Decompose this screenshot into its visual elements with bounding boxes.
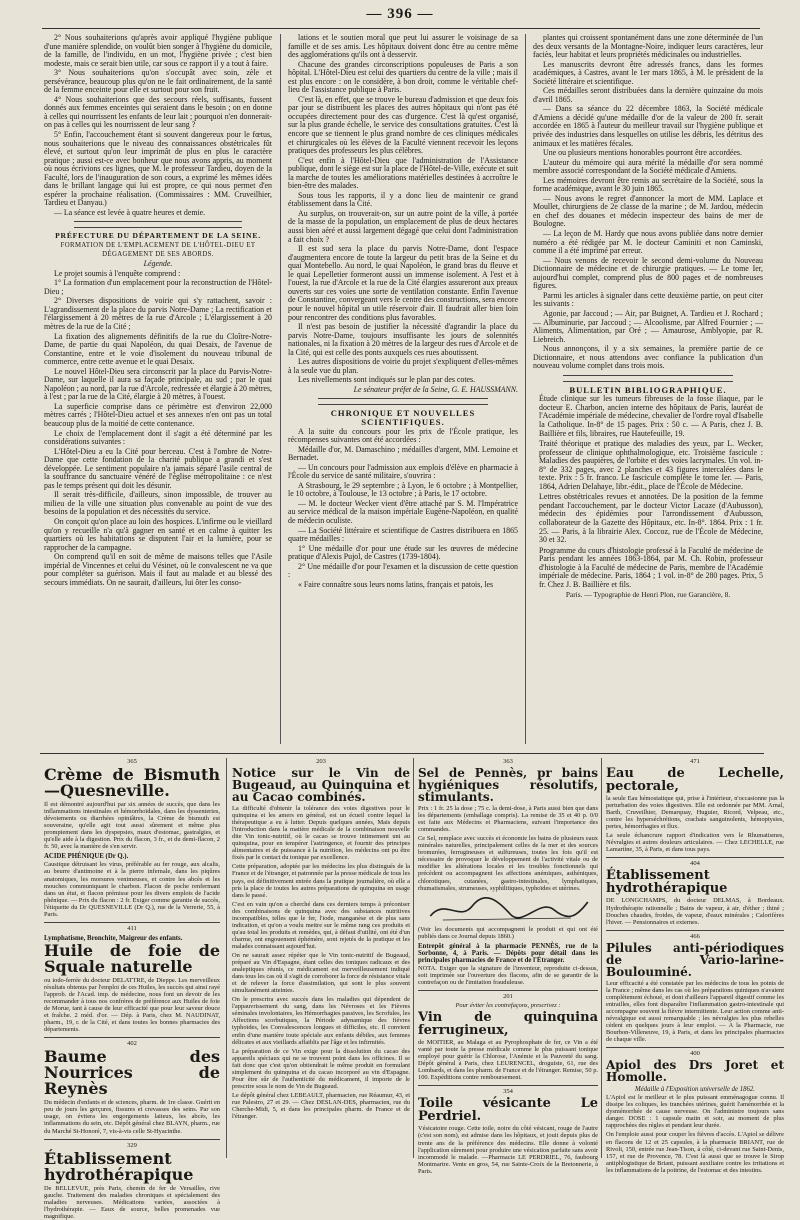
paragraph: C'est enfin à l'Hôtel-Dieu que l'administration de l'Assistance publique, dont le siège est sur la place de l'Hôtel-de-Ville, exécute et suit la marche de toutes les améliorations matérielles destinées à accroître le bien-être des malades. xyxy=(288,155,518,191)
ad-tagline: Pour éviter les contrefaçons, prescrivez : xyxy=(455,1002,561,1010)
paragraph: Au surplus, on trouverait-on, sur un autre point de la ville, à portée de la masse de la population, un emplacement de plus de deux hectares aussi bien aéré et aussi largement dégagé que celui dont l'administration a fait choix ? xyxy=(288,208,518,244)
ad-code: 404 xyxy=(690,860,700,868)
paragraph: 2° Nous souhaiterions qu'après avoir appliqué l'hygiène publique d'une manière splendide, on voulût bien songer à l'hygiène du domicile, de la famille, de l'individu, en un mot, l'hygiène privée ; c'est bien modeste, mais ce serait bien utile, car sous ce rapport il y a tout à faire. xyxy=(44,33,272,68)
ad-heading: Huile de foie de Squale naturelle xyxy=(44,940,220,976)
prefecture-heading: PRÉFECTURE DU DÉPARTEMENT DE LA SEINE. xyxy=(55,231,261,241)
legend-label: Légende. xyxy=(143,259,173,269)
bibliography-entry: Traité théorique et pratique des maladies des yeux, par L. Wecker, professeur de clinique ophthalmologique, etc. Troisième fascicule : Maladies des paupières, de l'orbite et des voies lacrymales. Un vol. in-8° de 332 pages, avec 2 planches et 43 figures intercalées dans le texte. Prix : 5 fr. franco. Le fascicule complète le tome Ier. — Paris, 1864, Adrien Delahaye, libr.-édit., place de l'École de Médecine. xyxy=(539,439,763,491)
handwritten-signature-icon xyxy=(424,894,592,924)
ad-text: Ce Sel, remplace avec succès et économie les bains de plusieurs eaux minérales naturelles, principalement celles de la mer et des sources bromurées, ferrugineuses et sulfureuses, toutes les fois qu'il est nécessaire de provoquer le développement de l'activité vitale ou de modifier les altérations locales et les troubles fonctionnels qui précèdent ou accompagnent les affections anémiques, asthéniques, chlorotiques, cutanées, gastro-intestinales, lymphatiques, rhumatismales, strumeuses, syphilitiques, typhoïdes et utérines. xyxy=(418,835,598,892)
paragraph: 2° Une médaille d'or pour l'examen et la discussion de cette question : xyxy=(288,561,518,580)
column-divider xyxy=(280,34,281,744)
ad-text: On le prescrira avec succès dans les maladies qui dépendent de l'appauvrissement du sang, dans les Névroses et les Fièvres séminales involontaires, les Hémorrhagies passives, les Scrofules, les Affections scorbutiques, la Période adynamique des fièvres typhoïdes, les Convalescences longues et difficiles, etc. Il convient enfin d'une manière toute spéciale aux enfants débiles, aux femmes délicates et aux vieillards affaiblis par l'âge et les infirmités. xyxy=(232,996,410,1046)
column-2 xyxy=(288,34,518,746)
ad-text: On ne saurait assez répéter que le Vin tonic-nutritif de Bugeaud, préparé au Vin d'Espagne, étant celles des toniques radicaux et des analeptiques réunis, ce médicament est merveilleusement indiqué dans tous les cas où il s'agit de corroborer la force de résistance vitale et de relever la force d'assimilation, qui sont le plus souvent simultanément atteintes. xyxy=(232,951,410,995)
paragraph: Le projet soumis à l'enquête comprend : xyxy=(54,268,181,278)
paragraph: Les autres dispositions de voirie du projet s'expliquent d'elles-mêmes à la seule vue du plan. xyxy=(288,357,518,375)
paragraph: Une ou plusieurs mentions honorables pourront être accordées. xyxy=(543,148,742,158)
prefect-signature: Le sénateur préfet de la Seine, G. E. HAUSSMANN. xyxy=(353,384,518,394)
paragraph: Les nivellements sont indiqués sur le plan par des cotes. xyxy=(298,375,476,385)
paragraph: — La Société littéraire et scientifique de Castres distribuera en 1865 quatre médailles : xyxy=(288,525,518,544)
ad-text: La seule échancrure rapport d'indication vers le Rhumatismes, Névralgies et autres douleurs articulaires. — Chez LECHELLE, rue Lamartine, 35, à Paris, et dans tous pays. xyxy=(606,832,784,854)
ad-separator xyxy=(418,990,598,991)
paragraph: — Dans sa séance du 22 décembre 1863, la Société médicale d'Amiens a décidé qu'une médaille d'or de la valeur de 200 fr. serait accordée en 1865 à l'auteur du meilleur travail sur l'hygiène publique et privée des industries dans lesquelles on utilise les débris, les détritus des animaux et les matières fécales. xyxy=(533,104,763,148)
ad-text: ou iodo-ferrée du docteur DELATTRE, de Dieppe. Les merveilleux résultats obtenus par l'emploi de ces Huiles, les succès qui ainsi rayé l'approb. de l'Acad. imp. de médecine, nous font un devoir de les recommander à tous nos confrères de préférence aux Huiles de foie de Morue, tant à cause de leur efficacité que pour leur saveur douce et fraîche. 2 méd. d'or. — Dép. à Paris, chez M. NAUDINAT, pharm., 19, r. de la Cité, et dans toutes les bonnes pharmacies des départements. xyxy=(44,976,220,1034)
paragraph: Ces médailles seront distribuées dans la dernière quinzaine du mois d'avril 1865. xyxy=(533,86,763,104)
header-rule xyxy=(42,28,760,29)
paragraph: Il est sud sera la place du parvis Notre-Dame, dont l'espace d'augmentera encore de toute la largeur du petit bras de la Seine et du quai Montebello. Au nord, le quai Napoléon, le grand bras du fleuve et le quai Lepelletier formeront aussi un immense isolement. A l'est et à l'ouest, la rue d'Arcole et la rue de la Cité élargies assureront aux preaux ouverts sur ces voies une sorte de ventilation constante. Enfin l'avenue de Constantine, convergeant vers le centre des constructions, sera encore pour le nouvel hôpital un utile réservoir d'air. Il faudrait aller bien loin pour rencontrer des conditions plus favorables. xyxy=(288,244,518,322)
column-1 xyxy=(44,34,272,746)
paragraph: 1° Une médaille d'or pour une étude sur les œuvres de médecine pratique d'Alexis Pujol, de Castres (1739-1804). xyxy=(288,543,518,562)
bibliography-entry: Lettres obstétricales revues et annotées. De la position de la femme pendant l'accouchement, par le docteur Victor Lacaze (d'Aubusson), médecin des épidémies pour l'arrondissement d'Aubusson, collaborateur de la Gazette des Hôpitaux, etc. In-8°. 1864. Prix : 1 fr. 25. — Paris, à la librairie Alex. Coccoz, rue de l'École de Médecine, 30 et 32. xyxy=(539,492,763,545)
paragraph: Le nouvel Hôtel-Dieu sera circonscrit par la place du Parvis-Notre-Dame, sur laquelle il aura sa façade principale, au sud ; par le quai Napoléon ; au nord, par la rue d'Arcole, redressée et élargie à 20 mètres, à l'est ; par la rue de la Cité, élargie à 20 mètres, à l'ouest. xyxy=(44,366,272,402)
paragraph: Parmi les articles à signaler dans cette deuxième partie, on peut citer les suivants : xyxy=(533,290,763,309)
ad-text: La préparation de ce Vin exige pour la dissolution du cacao des appareils spéciaux qui ne se trouvent point dans les officines. Il se fait donc que c'est qu'on obtiendrait le même produit en formulant simplement du quinquina et du cacao incorporé au vin d'Espagne. Pour être sûr de l'authenticité du médicament, il importe de le prescrire sous le nom de Vin de Bugeaud. xyxy=(232,1047,410,1090)
paragraph: Nous annonçons, il y a six semaines, la première partie de ce Dictionnaire, et nous attendons avec confiance la publication d'un nouveau volume complet dans trois mois. xyxy=(533,344,763,371)
ad-heading: Baume des Nourrices de Reynès xyxy=(44,1047,220,1099)
ad-separator xyxy=(418,1085,598,1086)
section-divider xyxy=(74,221,242,228)
ad-heading: Établissement hydrothérapique xyxy=(606,868,728,897)
ad-column-2 xyxy=(232,758,410,1160)
ad-divider xyxy=(601,758,602,1158)
paragraph: Les mémoires devront être remis au secrétaire de la Société, sous la forme académique, avant le 30 juin 1865. xyxy=(533,175,763,194)
ad-text: Du médecin d'enfants et de sciences, pharm. de 1re classe. Guérit en peu de jours les gerçures, fissures et crevasses des seins. Par son usage, on évitera les engorgements laiteux, les abcès, les inflammations du sein, etc. Dépôt général chez BLAYN, pharm., rue du Marché St-Honoré, 7, vis-à-vis celle St-Hyacinthe. xyxy=(44,1099,220,1135)
ad-heading: Pilules anti-périodiques de Vario-larine-Boulouminé. xyxy=(606,940,784,979)
bulletin-heading: BULLETIN BIBLIOGRAPHIQUE. xyxy=(569,384,727,395)
chronicle-heading: CHRONIQUE ET NOUVELLES SCIENTIFIQUES. xyxy=(330,408,476,427)
paragraph: — Nous avons le regret d'annoncer la mort de MM. Laplace et Moullet, chirurgiens de 2e classe de la marine ; de M. Jardou, médecin en chef des douanes et médecin inspecteur des bains de mer de Boulogne. xyxy=(533,193,763,229)
ad-text: Vésicatoire rouge. Cette toile, noire du côté vésicant, rouge de l'autre (c'est son nom), est admise dans les hôpitaux, et jouit depuis plus de trente ans de la préférence des médecins. Elle donne à volonté l'application sûrement pour produire une vésication parfaite sans avoir incommodé le malade. —Pharmacie LE PERDRIEL, 76, faubourg Montmartre. Vente en gros, 54, rue Sainte-Croix de la Bretonnerie, à Paris. xyxy=(418,1125,598,1175)
ad-column-4 xyxy=(606,758,784,1174)
printer-footer: Paris. — Typographie de Henri Plon, rue Garancière, 8. xyxy=(565,590,731,600)
paragraph: 1° La formation d'un emplacement pour la reconstruction de l'Hôtel-Dieu ; xyxy=(44,278,272,296)
ad-code: 400 xyxy=(690,1050,700,1058)
section-divider xyxy=(563,375,733,382)
ad-text: De BELLEVUE, près Paris, chemin de fer de Versailles, rive gauche. Traitement des maladies chroniques et spécialement des maladies nerveuses. Médications variées, associées à l'hydrothérapie. — Eaux de source, belles promenades vue magnifique. xyxy=(44,1184,220,1220)
page-number: — 396 — xyxy=(366,6,434,22)
ad-divider xyxy=(413,758,414,1158)
column-divider xyxy=(525,34,526,744)
ad-text: Leur efficacité a été constatée par les médecins de tous les points de la France ; même dans les cas où les préparations quiniques n'avaient complètement échoué, et dont d'ailleurs l'appareil digestif comme les entrailles, elles font disparaître l'inflammation gastro-intestinale qui accompagne souvent la fièvre intermittente. Leur action comme anti-névralgique est aussi remarquable ; les névralgies les plus rebelles cèdent en quelques jours à leur emploi. — A la Pharmacie, rue Bourbon-Villeneuve, 19, à Paris, et dans les principales pharmacies de chaque ville. xyxy=(606,979,784,1044)
paragraph: Les manuscrits devront être adressés francs, dans les formes académiques, à Castres, avant le 1er mars 1865, à M. le président de la Société littéraire et scientifique. xyxy=(533,59,763,86)
paragraph: — Nous venons de recevoir le second demi-volume du Nouveau Dictionnaire de médecine et de chirurgie pratiques. — Le tome Ier, aujourd'hui complet, comprend plus de 800 pages et de nombreuses figures. xyxy=(533,255,763,291)
ad-heading: Vin de quinquina ferrugineux, xyxy=(418,1010,598,1039)
paragraph: Médaille d'or, M. Damaschino ; médailles d'argent, MM. Lemoine et Bernadet. xyxy=(288,444,518,463)
ad-text: Cette préparation, adoptée par les médecins les plus distingués de la France et de l'étranger, et patronnée par la presse médicale de tous les pays, est définitivement entrée dans la pratique journalière, où elle a pris la place de toutes les autres préparations de quinquina en usage dans le passé. xyxy=(232,863,410,899)
paragraph: La fixation des alignements définitifs de la rue du Cloître-Notre-Dame, de partie du quai Napoléon, du quai Desaix, de l'avenue de Constantine, entre et le voie d'isolement du nouveau tribunal de commerce, entre cette avenue et le quai Desaix. xyxy=(44,331,272,367)
paragraph: A la suite du concours pour les prix de l'École pratique, les récompenses suivantes ont été accordées : xyxy=(288,426,518,445)
ad-text: L'Apiol est le meilleur et le plus puissant emménagogue connu. Il dissipe les coliques, les tranchées utérines, guérit l'aménorrhée et la dysménorrhée de cause nerveuse. On l'administre toujours sans danger. DOSE : 1 capsule matin et soir, au moment de plus rapprochées des règles et pendant leur durée. xyxy=(606,1094,784,1130)
ad-column-1 xyxy=(44,758,220,1220)
paragraph: Il serait très-difficile, d'ailleurs, sinon impossible, de trouver au milieu de la ville une situation plus convenable au point de vue des besoins de la population et des nécessités du service. xyxy=(44,490,272,517)
paragraph: 3° Nous souhaiterions qu'on s'occupât avec soin, zèle et persévérance, beaucoup plus qu'on ne le fait ordinairement, de la santé de la femme enceinte pour elle et surtout pour son fruit. xyxy=(44,68,272,95)
ads-rule xyxy=(40,753,764,754)
ad-separator xyxy=(606,930,784,931)
ad-column-3 xyxy=(418,758,598,1175)
ad-heading: Crème de Bismuth—Quesneville. xyxy=(44,765,220,801)
paragraph: plantes qui croissent spontanément dans une zone déterminée de l'un des deux versants de la Montagne-Noire, indiquer leurs caractères, leur faciès, leur habitat et leurs propriétés médicinales ou industrielles. xyxy=(533,33,763,60)
bibliography-entry: Programme du cours d'histologie professé à la Faculté de médecine de Paris pendant les années 1863-1864, par M. Ch. Robin, professeur d'histologie à la Faculté de médecine de Paris, membre de l'Académie impériale de médecine. Paris, 1864 ; 1 vol. in-8° de 280 pages. Prix, 5 fr. Chez J. B. Baillière et fils. xyxy=(539,545,763,589)
ad-heading: Établissement hydrothérapique xyxy=(44,1148,194,1184)
ad-divider xyxy=(226,758,227,1158)
paragraph: On comprend qu'il en soit de même de maisons telles que l'Asile impérial de Vincennes et celui du Vésinet, où le convalescent ne va que pour compléter sa guérison. Mais il faut au malade et au blessé des secours immédiats. On ne saurait, d'ailleurs, lui ôter les conso- xyxy=(44,552,272,587)
ad-code: 466 xyxy=(690,932,700,940)
ad-heading: Eau de Lechelle, pectorale, xyxy=(606,766,784,795)
ad-code: 201 xyxy=(503,992,513,1000)
paragraph: On conçoit qu'on place au loin des hospices. L'infirme ou le vieillard qu'on y recueille n'a qu'à gagner en santé et en calme à quitter les quartiers où les habitations se disputent l'air et la lumière, pour se rapprocher de la campagne. xyxy=(44,516,272,552)
paragraph: La superficie comprise dans ce périmètre est d'environ 22,000 mètres carrés ; l'Hôtel-Dieu actuel et ses annexes n'en ont pas un total beaucoup plus de la moitié de cette contenance. xyxy=(44,401,272,428)
ad-subheading: Lymphatisme, Bronchite, Maigreur des enfants. xyxy=(44,934,183,942)
section-divider xyxy=(318,398,488,405)
ad-text: Il est démontré aujourd'hui par six années de succès, que dans les inflammations intestinales et hémorrhoïdales, dans les dyssenteries, dévoiements ou diarrhées opiniâtres, la Crème de bismuth est souveraine, qu'elle agit tout aussi sûrement et même plus promptement dans les dyspepsies, maux d'estomac, gastralgies, et qu'elle aide à la digestion. Prix du flacon, 3 fr., et du demi-flacon, 2 fr. 50, avec la manière de s'en servir. xyxy=(44,801,220,851)
ad-code: 365 xyxy=(127,758,137,765)
paragraph: — La leçon de M. Hardy que nous avons publiée dans notre dernier numéro a été rédigée par M. le docteur Caminiti et non Caminski, comme il a été imprimé par erreur. xyxy=(533,229,763,256)
ad-text: NOTA. Exiger que la signature de l'inventeur, reproduite ci-dessus, soit imprimée sur l'ouverture des flacons, afin de se garantir de la contrefaçon ou de l'imitation frauduleuse. xyxy=(418,964,598,986)
paragraph: « Faire connaître sous leurs noms latins, français et patois, les xyxy=(298,579,494,589)
ad-text: (Voir les documents qui accompagnent le produit et qui ont été publiés dans ce Journal depuis 1860.) xyxy=(418,925,598,940)
ad-separator xyxy=(44,1139,220,1140)
ad-text: On l'emploie aussi pour couper les fièvres d'accès. L'Apiol se délivre en flacons de 12 et 25 capsules, à la pharmacie BRIANT, rue de Rivoli, 150, entrée rue Jean-Tison, à côté, ci-devant rue Saint-Denis, 157, et rue de Provence, 78. C'est là aussi que se trouve le Sirop antiphlogistique de Briant, puissant auxiliaire contre les irritations et les inflammations de la poitrine, de l'estomac et des intestins. xyxy=(606,1131,784,1174)
ad-subheading: Entrepôt général à la pharmacie PENNÈS, rue de la Sorbonne, 4, à Paris. — Dépôts pour détail dans les principales pharmacies de France et de l'Étranger. xyxy=(418,942,598,964)
paragraph: Il n'est pas besoin de justifier la nécessité d'agrandir la place du parvis Notre-Dame, toujours insuffisante les jours de solennités nationales, ni la fixation à 20 mètres de la largeur des rues d'Arcole et de la Cité, qui est celle des ponts auxquels ces rues aboutissent. xyxy=(288,322,518,357)
paragraph: Agonie, par Jaccoud ; — Air, par Buignet, A. Tardieu et J. Rochard ; — Albuminurie, par Jaccoud ; — Alcoolisme, par Alfred Fournier ; — Aliments, Alimentation, par Oré ; — Amaurose, Amblyopie, par R. Liebreich. xyxy=(533,308,763,344)
ad-code: 471 xyxy=(690,758,700,765)
ad-code: 402 xyxy=(127,1040,137,1048)
ad-text: Le dépôt général chez LEBEAULT, pharmacien, rue Réaumur, 43, et rue Palestro, 27 et 29. — Chez DESLAN-DES, pharmacien, rue du Cherche-Midi, 5, et dans les principales pharm. de France et de l'étranger. xyxy=(232,1091,410,1121)
ad-code: 411 xyxy=(127,924,137,932)
ad-subheading: ACIDE PHÉNIQUE (Dr Q.). xyxy=(44,853,129,861)
ad-heading: Notice sur le Vin de Bugeaud, au Quinquina et au Cacao combinés. xyxy=(232,766,410,805)
paragraph: — La séance est levée à quatre heures et demie. xyxy=(54,207,206,217)
ad-text: DE LONGCHAMPS, du docteur DELMAS, à Bordeaux. Hydrothérapie rationnelle ; Bains de vapeur, à air, d'éther ; thiné ; Douches chaudes, froides, de vapeur, d'eaux minérales ; Calorifères l'hiver. — Pensionnaires et externes. xyxy=(606,897,784,926)
bibliography-entry: Étude clinique sur les tumeurs fibreuses de la fosse iliaque, par le docteur E. Charbon, ancien interne des hôpitaux de Paris, lauréat de l'Académie impériale de médecine, chevalier de l'ordre royal d'Isabelle la Catholique. In-8° de 15 pages. Prix : 50 c. — A Paris, chez J. B. Baillière et fils, libraires, rue Hautefeuille, 19. xyxy=(539,394,763,438)
ad-heading: Apiol des Drs Joret et Homolle. xyxy=(606,1058,784,1085)
ad-text: C'est en vain qu'on a cherché dans ces derniers temps à préconiser des combinaisons de quinquina avec des substances nutritives incompatibles, telles que le fer, l'iode, manganèse et de plus sans indication, et qu'on a voulu mettre sur le même rang ces produits et qu'au total les produits et remèdes, qui, à défaut d'utilité, ont été d'un charme, ont engouement éphémère, sont rejetés de la pratique et les malades connaissant aujourd'hui. xyxy=(232,900,410,950)
paragraph: Le choix de l'emplacement dont il s'agit a été déterminé par les considérations suivantes : xyxy=(44,428,272,447)
ad-code: 203 xyxy=(316,758,326,765)
paragraph: — Un concours pour l'admission aux emplois d'élève en pharmacie à l'École du service de santé militaire, s'ouvrira : xyxy=(288,462,518,481)
ad-separator xyxy=(44,922,220,923)
ad-separator xyxy=(44,1037,220,1038)
prefecture-subheading: FORMATION DE L'EMPLACEMENT DE L'HÔTEL-DIEU ET DÉGAGEMENT DE SES ABORDS. xyxy=(60,242,256,258)
ad-text: Caustique détruisant les virus, préférable au fer rouge, aux alcalis, au beurre d'antimoine et à la pierre infernale, dans les piqûres anatomiques, les morsures venimeuses, et contre les abcès et les mouches communiquant le charbon. Flacon de poche renfermant dans un étui, et flacon prémisse pour les divers emplois de l'acide phénique. — Prix du flacon : 2 fr. Exiger comme garantie de succès, l'étiquette du Dr QUESNEVILLE (Dr Q.), rue de la Verrerie, 55, à Paris. xyxy=(44,861,220,918)
paragraph: L'Hôtel-Dieu a eu la Cité pour berceau. C'est à l'ombre de Notre-Dame que cette fondation de la charité publique a grandi et s'est développée. Le sentiment populaire n'a jamais séparé l'asile central de la souffrance du sanctuaire vénéré de l'église métropolitaine : ce n'est pas le temps présent qui doit les désunir. xyxy=(44,446,272,490)
paragraph: A Strasbourg, le 29 septembre ; à Lyon, le 6 octobre ; à Montpellier, le 10 octobre, à Toulouse, le 13 octobre ; à Paris, le 17 octobre. xyxy=(288,480,518,499)
column-3 xyxy=(533,34,763,746)
paragraph: — M. le docteur Wecker vient d'être attaché par S. M. l'Impératrice au service médical de la maison impériale Eugène-Napoléon, en qualité de médecin oculiste. xyxy=(288,498,518,525)
ad-text: la seule Eau hémostatique qui, prise à l'intérieur, n'occasionne pas la perturbation des voies digestives. Elle est ordonnée par MM. Arnal, Barth, Cruveilhier, Demarquay, Huguier, Ricord, Velpeau, etc., contre les hyperséchrétions, crachats sanguinolents, hémoptysies, pertes, hémorrhagies et flux. xyxy=(606,795,784,831)
paragraph: 5° Enfin, l'accouchement étant si souvent dangereux pour le fœtus, nous souhaiterions que le niveau des connaissances obstétricales fût élevé, et surtout qu'on leur imprimât de plus en plus le caractère pratique ; aussi est-ce avec bonheur que nous avons appris, au moment où nous écrivions ces lignes, que M. le professeur Tardieu, doyen de la Faculté, lors de l'inauguration de son cours, a exprimé les mêmes idées dans le brillant langage qui lui est propre, ce qui nous permet d'en espérer la prochaine réalisation. (Commissaires : MM. Cruveilhier, Tardieu et Danyau.) xyxy=(44,130,272,208)
paragraph: 2° Diverses dispositions de voirie qui s'y rattachent, savoir : L'agrandissement de la place du parvis Notre-Dame ; La rectification et l'élargissement à 20 mètres de la rue d'Arcole ; L'élargissement à 20 mètres de la rue de la Cité ; xyxy=(44,296,272,331)
ad-code: 329 xyxy=(127,1141,137,1149)
paragraph: 4° Nous souhaiterions que des secours réels, suffisants, fussent donnés aux femmes enceintes qui seraient dans le besoin ; on en donne à celles qui nourrissent les enfants de leur lait ; pourquoi n'en donnerait-on pas à celles qui les nourrissent de leur sang ? xyxy=(44,94,272,130)
ad-code: 363 xyxy=(503,758,513,765)
ad-text: La difficulté d'obtenir la tolérance des voies digestives pour le quinquina et les amers en général, est un écueil contre lequel la thérapeutique a eu à lutter. Depuis quelques années, Mais depuis l'introduction dans la matière médicale de la combinaison nouvelle dite Vin tonic-nutritif, où le cacao se trouve intimement uni au quinquina, pour en tempérer l'astringence, et fournir des principes alimentaires et de puissance à la nutrition, les médecins ont pu être fixés par le contact du tonique par excellence. xyxy=(232,805,410,862)
ad-code: 354 xyxy=(503,1088,513,1096)
paragraph: Sous tous les rapports, il y a donc lieu de maintenir ce grand établissement dans la Cité. xyxy=(288,190,518,209)
ad-text: de MOITIER, au Malaga et au Pyrophosphate de fer, ce Vin a été vanté par toute la presse médicale comme le plus puissant tonique employé pour guérir la Chlorose, l'Anémie et la Pauvreté du sang. Dépôt général à Paris, chez LEURENCEL, droguiste, 61, rue des Lombards, et dans les pharm. de France et de l'étranger. Remise, 50 p. 100. Expéditions contre remboursement. xyxy=(418,1039,598,1082)
paragraph: L'auteur du mémoire qui aura mérité la médaille d'or sera nommé membre associé correspondant de la Société médicale d'Amiens. xyxy=(533,157,763,176)
ad-separator xyxy=(606,1047,784,1048)
ad-heading: Sel de Pennès, pr bains hygiéniques résolutifs, stimulants. xyxy=(418,766,598,805)
paragraph: C'est là, en effet, que se trouve le bureau d'admission et que deux fois par jour se distribuent les places des autres hôpitaux qui n'ont pas été occupées directement pour des cas d'urgence. C'est là qu'est organisé, sur la plus grande échelle, le service des consultations gratuites. C'est là encore que se tiennent le plus grand nombre de ces cliniques médicales et chirurgicales où les élèves de la Faculté viennent recevoir les leçons pratiques des professeurs les plus célèbres. xyxy=(288,94,518,156)
paragraph: lations et le soutien moral que peut lui assurer le voisinage de sa famille et de ses amis. Les hôpitaux doivent donc être au centre même des agglomérations qu'ils ont à desservir. xyxy=(288,33,518,60)
ad-heading: Toile vésicante Le Perdriel. xyxy=(418,1096,598,1125)
ad-subheading: Médaille à l'Exposition universelle de 1862. xyxy=(635,1086,755,1094)
ad-separator xyxy=(606,857,784,858)
ad-text: Prix : 1 fr. 25 la dose ; 75 c. la demi-dose, à Paris aussi bien que dans les départements (emballage compris). La remise de 35 et 40 p. 0/0 est faite aux Médecins et Pharmaciens, suivant l'importance des commandes. xyxy=(418,805,598,834)
paragraph: Chacune des grandes circonscriptions populeuses de Paris a son hôpital. L'Hôtel-Dieu est celui des quartiers du centre de la ville ; mais il est plus encore : on le considère, à bon droit, comme le véritable chef-lieu de l'assistance publique à Paris. xyxy=(288,59,518,95)
